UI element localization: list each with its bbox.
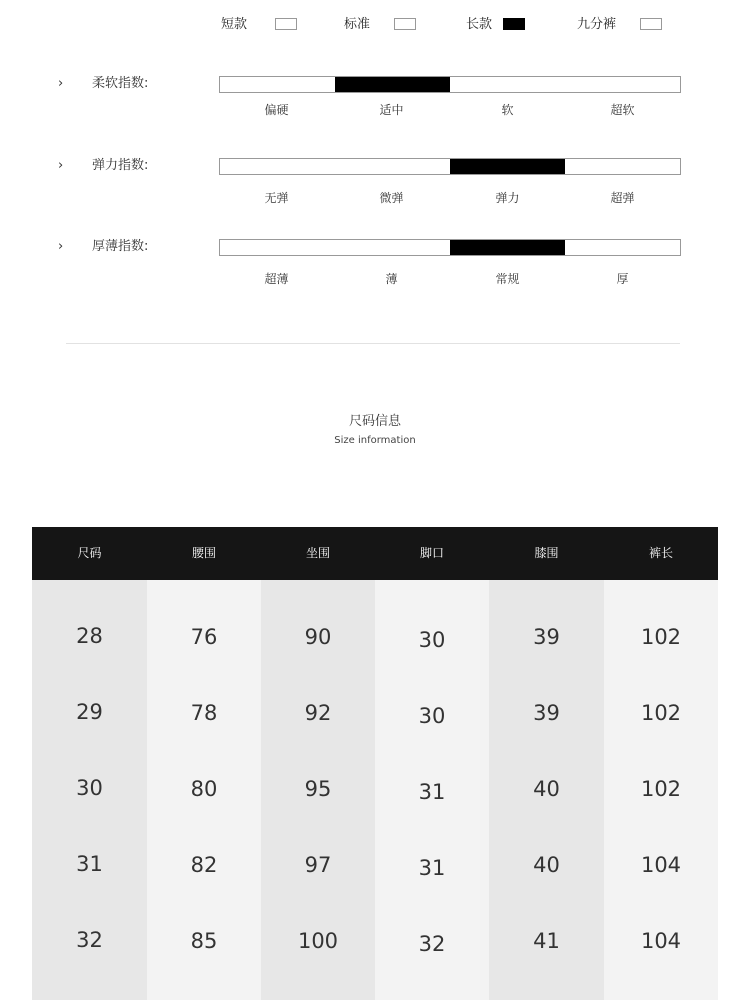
table-cell: 85 bbox=[190, 929, 218, 953]
chevron-right-icon: › bbox=[58, 239, 64, 254]
table-cell: 28 bbox=[76, 624, 103, 648]
table-cell: 30 bbox=[76, 776, 103, 800]
table-cell: 29 bbox=[76, 700, 103, 724]
softness-index bbox=[0, 75, 750, 135]
table-cell: 30 bbox=[418, 628, 446, 652]
table-cell: 76 bbox=[190, 625, 218, 649]
chevron-right-icon: › bbox=[58, 76, 64, 91]
table-header-cell: 脚口 bbox=[419, 546, 444, 560]
table-cell: 100 bbox=[297, 929, 339, 953]
table-cell: 39 bbox=[533, 701, 560, 725]
length-option-checkbox bbox=[394, 18, 416, 30]
table-cell: 80 bbox=[190, 777, 218, 801]
table-header bbox=[32, 527, 718, 580]
scale-tick-label: 超软 bbox=[610, 103, 635, 117]
index-label: 厚薄指数: bbox=[92, 239, 149, 254]
index-scale-bar bbox=[219, 158, 681, 175]
index-scale-fill bbox=[450, 240, 565, 255]
scale-tick-label: 薄 bbox=[385, 272, 398, 286]
table-cell: 31 bbox=[418, 780, 446, 804]
scale-tick-label: 厚 bbox=[616, 272, 629, 286]
length-option-label: 长款 bbox=[466, 17, 493, 32]
table-header-cell: 坐围 bbox=[305, 546, 330, 560]
table-cell: 30 bbox=[418, 704, 446, 728]
table-cell: 95 bbox=[304, 777, 332, 801]
length-option-label: 短款 bbox=[221, 17, 248, 32]
table-cell: 32 bbox=[418, 932, 446, 956]
table-cell: 41 bbox=[533, 929, 560, 953]
index-scale-bar bbox=[219, 239, 681, 256]
table-header-cell: 裤长 bbox=[648, 546, 673, 560]
size-table bbox=[32, 527, 718, 1000]
table-cell: 102 bbox=[640, 701, 682, 725]
table-cell: 90 bbox=[304, 625, 332, 649]
scale-tick-label: 超薄 bbox=[264, 272, 289, 286]
length-option-label: 标准 bbox=[344, 17, 371, 32]
scale-tick-label: 适中 bbox=[379, 103, 404, 117]
length-option-checkbox bbox=[275, 18, 297, 30]
table-cell: 32 bbox=[76, 928, 103, 952]
table-cell: 40 bbox=[533, 853, 560, 877]
length-selector bbox=[0, 0, 750, 50]
table-cell: 31 bbox=[418, 856, 446, 880]
size-info-subtitle: Size information bbox=[334, 435, 416, 446]
index-scale-bar bbox=[219, 76, 681, 93]
index-scale-fill bbox=[450, 159, 565, 174]
scale-tick-label: 微弹 bbox=[379, 191, 404, 205]
table-cell: 82 bbox=[190, 853, 218, 877]
table-cell: 97 bbox=[304, 853, 332, 877]
table-cell: 102 bbox=[640, 777, 682, 801]
elasticity-index bbox=[0, 157, 750, 217]
table-cell: 92 bbox=[304, 701, 332, 725]
chevron-right-icon: › bbox=[58, 158, 64, 173]
length-option-label: 九分裤 bbox=[577, 17, 617, 32]
size-info-title: 尺码信息 bbox=[348, 414, 401, 429]
length-option-checkbox bbox=[503, 18, 525, 30]
scale-tick-label: 无弹 bbox=[264, 191, 289, 205]
section-divider bbox=[66, 343, 680, 344]
scale-tick-label: 偏硬 bbox=[264, 103, 289, 117]
table-cell: 78 bbox=[190, 701, 218, 725]
length-option-checkbox bbox=[640, 18, 662, 30]
scale-tick-label: 弹力 bbox=[495, 191, 520, 205]
index-label: 柔软指数: bbox=[92, 76, 149, 91]
index-label: 弹力指数: bbox=[92, 158, 149, 173]
table-header-cell: 尺码 bbox=[77, 546, 102, 560]
thickness-index bbox=[0, 238, 750, 298]
scale-tick-label: 常规 bbox=[495, 272, 520, 286]
index-scale-fill bbox=[335, 77, 450, 92]
table-cell: 104 bbox=[640, 853, 682, 877]
table-cell: 31 bbox=[76, 852, 103, 876]
scale-tick-label: 软 bbox=[501, 103, 514, 117]
table-cell: 40 bbox=[533, 777, 560, 801]
table-header-cell: 膝围 bbox=[534, 546, 559, 560]
table-cell: 102 bbox=[640, 625, 682, 649]
scale-tick-label: 超弹 bbox=[610, 191, 635, 205]
table-cell: 39 bbox=[533, 625, 560, 649]
table-cell: 104 bbox=[640, 929, 682, 953]
table-header-cell: 腰围 bbox=[191, 546, 216, 560]
